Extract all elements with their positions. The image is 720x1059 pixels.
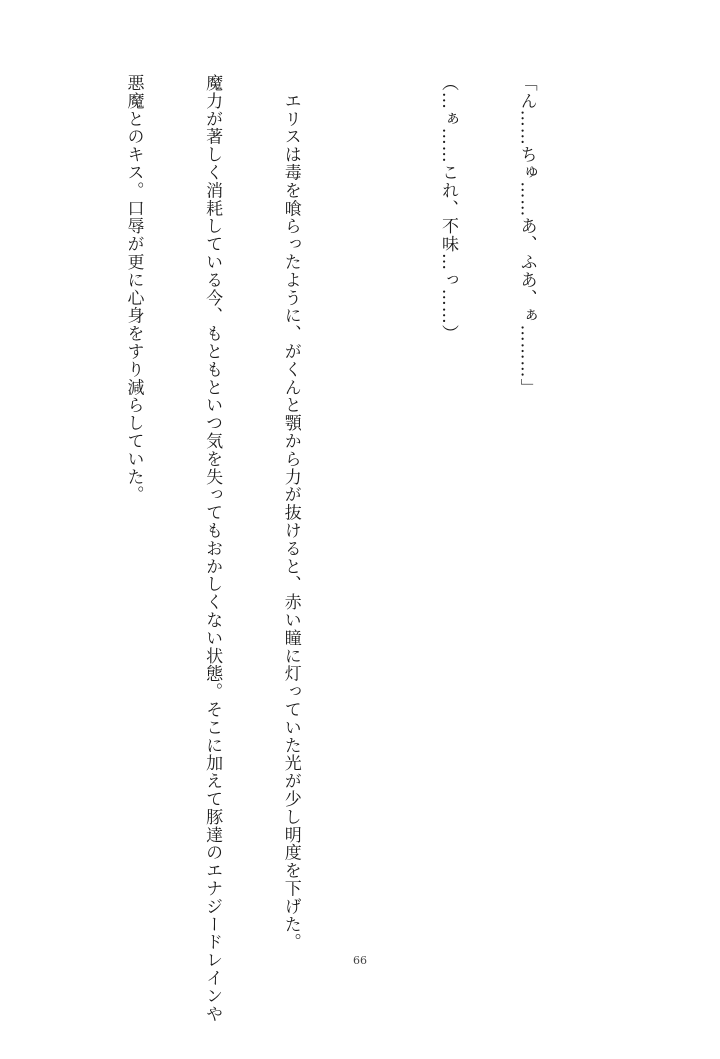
text-line: 「ん……ちゅ……あ、ふあ、ぁ………」	[516, 74, 537, 397]
text-line: 魔力が著しく消耗している今、もともといつ気を失ってもおかしくない状態。そこに加えて豚達のエナジードレインや	[202, 74, 223, 1023]
page-number: 66	[353, 954, 367, 967]
text-line: 悪魔とのキス。口辱が更に心身をすり減らしていた。	[123, 74, 144, 504]
blank-line	[356, 74, 382, 954]
text-line: （…ぁ……これ、不味…っ……）	[437, 74, 458, 343]
text-line: エリスは毒を喰らったように、がくんと顎から力が抜けると、赤い瞳に灯っていた光が少し明度を下げた。	[280, 74, 301, 952]
blank-line	[42, 74, 68, 954]
